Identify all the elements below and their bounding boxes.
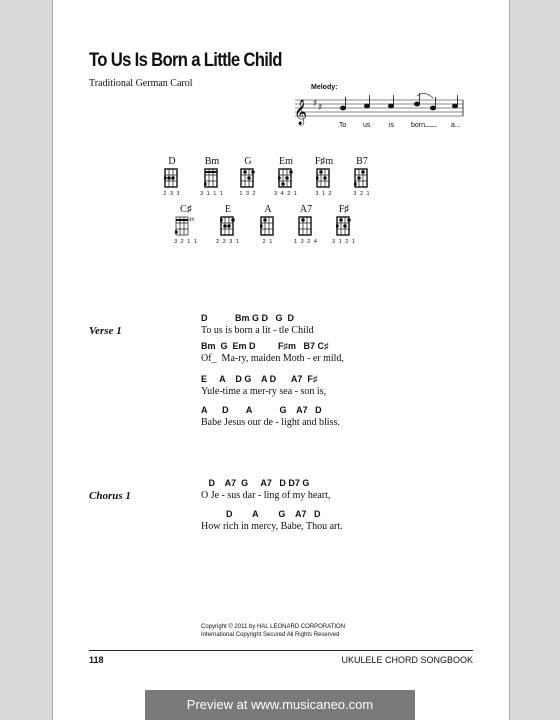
chord-name: F♯ <box>338 204 350 215</box>
chord-diagram-e <box>213 204 243 245</box>
fretboard-grid <box>278 168 294 190</box>
lyrics-line: O Je - sus dar - ling of my heart, <box>201 490 331 501</box>
copyright-line: Copyright © 2011 by HAL LEONARD CORPORATION <box>201 624 346 630</box>
lyrics-line: Of_ Ma-ry, maiden Moth - er mild, <box>201 353 344 364</box>
footer-divider <box>89 650 473 651</box>
page-number: 118 <box>89 655 104 665</box>
chord-diagram-fsharp-m <box>309 156 339 197</box>
chord-fingering: 1 3 2 4 <box>294 239 318 245</box>
chord-fingering: 2 3 3 <box>163 191 181 197</box>
chord-diagram-d <box>157 156 187 197</box>
chord-diagram-a7 <box>291 204 321 245</box>
chord-diagram-bm <box>197 156 227 197</box>
fretboard-grid <box>354 168 370 190</box>
chord-name: C♯ <box>180 204 192 215</box>
chord-fingering: 3 2 1 1 <box>174 239 198 245</box>
lyric-line <box>201 478 330 501</box>
book-title: UKULELE CHORD SONGBOOK <box>341 655 473 665</box>
chord-name: D <box>168 156 176 167</box>
chord-diagram-g <box>233 156 263 197</box>
chord-name: F♯m <box>314 156 334 167</box>
svg-text:4fr: 4fr <box>189 217 195 222</box>
song-title: To Us Is Born a Little Child <box>89 50 282 71</box>
chord-line: D A G A7 D <box>201 509 321 519</box>
chord-fingering: 3 1 1 1 <box>200 191 224 197</box>
chord-name: Bm <box>204 156 220 167</box>
note-6 <box>452 104 457 108</box>
chord-line: E A D G A D A7 F♯ <box>201 374 318 384</box>
chord-line: D A7 G A7 D D7 G <box>201 478 310 488</box>
melody-lyric: born <box>411 122 426 129</box>
lyrics-line: How rich in mercy, Babe, Thou art. <box>201 521 343 532</box>
melody-lyric: To <box>339 122 347 129</box>
chord-fingering: 3 2 1 <box>353 191 371 197</box>
melody-staff <box>291 90 471 130</box>
fretboard-grid <box>175 216 197 238</box>
melody-lyric: us <box>363 122 371 129</box>
chord-fingering: 2 1 <box>262 239 274 245</box>
fretboard-grid <box>164 168 180 190</box>
lyric-line <box>201 313 314 336</box>
chord-name: A <box>264 204 272 215</box>
copyright-notice <box>201 623 345 639</box>
section-label-chorus-1: Chorus 1 <box>89 490 131 502</box>
chord-name: Em <box>279 156 293 167</box>
note-4 <box>414 102 419 106</box>
chord-name: B7 <box>356 156 368 167</box>
lyric-line <box>201 405 340 428</box>
fretboard-grid <box>316 168 332 190</box>
melody-lyric: a... <box>451 122 461 129</box>
chord-line: Bm G Em D F♯m B7 C♯ <box>201 341 329 351</box>
fretboard-grid <box>204 168 220 190</box>
lyric-line <box>201 341 344 364</box>
svg-text:♯: ♯ <box>313 99 318 109</box>
lyric-line <box>201 509 343 532</box>
song-subtitle: Traditional German Carol <box>89 78 193 89</box>
chord-diagram-b7 <box>347 156 377 197</box>
chord-fingering: 3 1 2 <box>315 191 333 197</box>
copyright-line: International Copyright Secured All Rights Reserved <box>201 632 340 638</box>
fretboard-grid <box>220 216 236 238</box>
melody-lyric: is <box>389 122 395 129</box>
lyric-line <box>201 374 326 397</box>
fretboard-grid <box>240 168 256 190</box>
preview-watermark-link[interactable]: Preview at www.musicaneo.com <box>145 690 415 720</box>
note-3 <box>388 104 393 108</box>
melody-label: Melody: <box>311 84 338 91</box>
note-1 <box>340 106 345 110</box>
lyrics-line: Yule-time a mer-ry sea - son is, <box>201 386 327 397</box>
chord-fingering: 3 4 2 1 <box>274 191 298 197</box>
lyrics-line: Babe Jesus our de - light and bliss. <box>201 417 340 428</box>
chord-line: D Bm G D G D <box>201 313 295 323</box>
chord-diagram-a <box>253 204 283 245</box>
chord-name: E <box>224 204 232 215</box>
chord-fingering: 3 1 2 1 <box>332 239 356 245</box>
chord-line: A D A G A7 D <box>201 405 322 415</box>
fretboard-grid <box>298 216 314 238</box>
treble-clef-icon: 𝄞 <box>294 100 308 125</box>
chord-name: G <box>244 156 252 167</box>
chord-diagram-csharp <box>171 204 201 245</box>
fretboard-grid <box>260 216 276 238</box>
chord-fingering: 2 3 3 1 <box>216 239 240 245</box>
note-5 <box>430 106 435 110</box>
section-label-verse-1: Verse 1 <box>89 325 122 337</box>
fretboard-grid <box>336 216 352 238</box>
chord-name: A7 <box>299 204 313 215</box>
chord-diagram-fsharp <box>329 204 359 245</box>
svg-text:♯: ♯ <box>318 103 323 113</box>
lyrics-line: To us is born a lit - tle Child <box>201 325 314 336</box>
chord-fingering: 1 3 2 <box>239 191 257 197</box>
chord-diagram-em <box>271 156 301 197</box>
sheet-page <box>52 0 510 720</box>
note-2 <box>364 104 369 108</box>
melody-snippet: Melody: 𝄞 ♯ ♯ To us is born ___ a... <box>291 84 471 144</box>
